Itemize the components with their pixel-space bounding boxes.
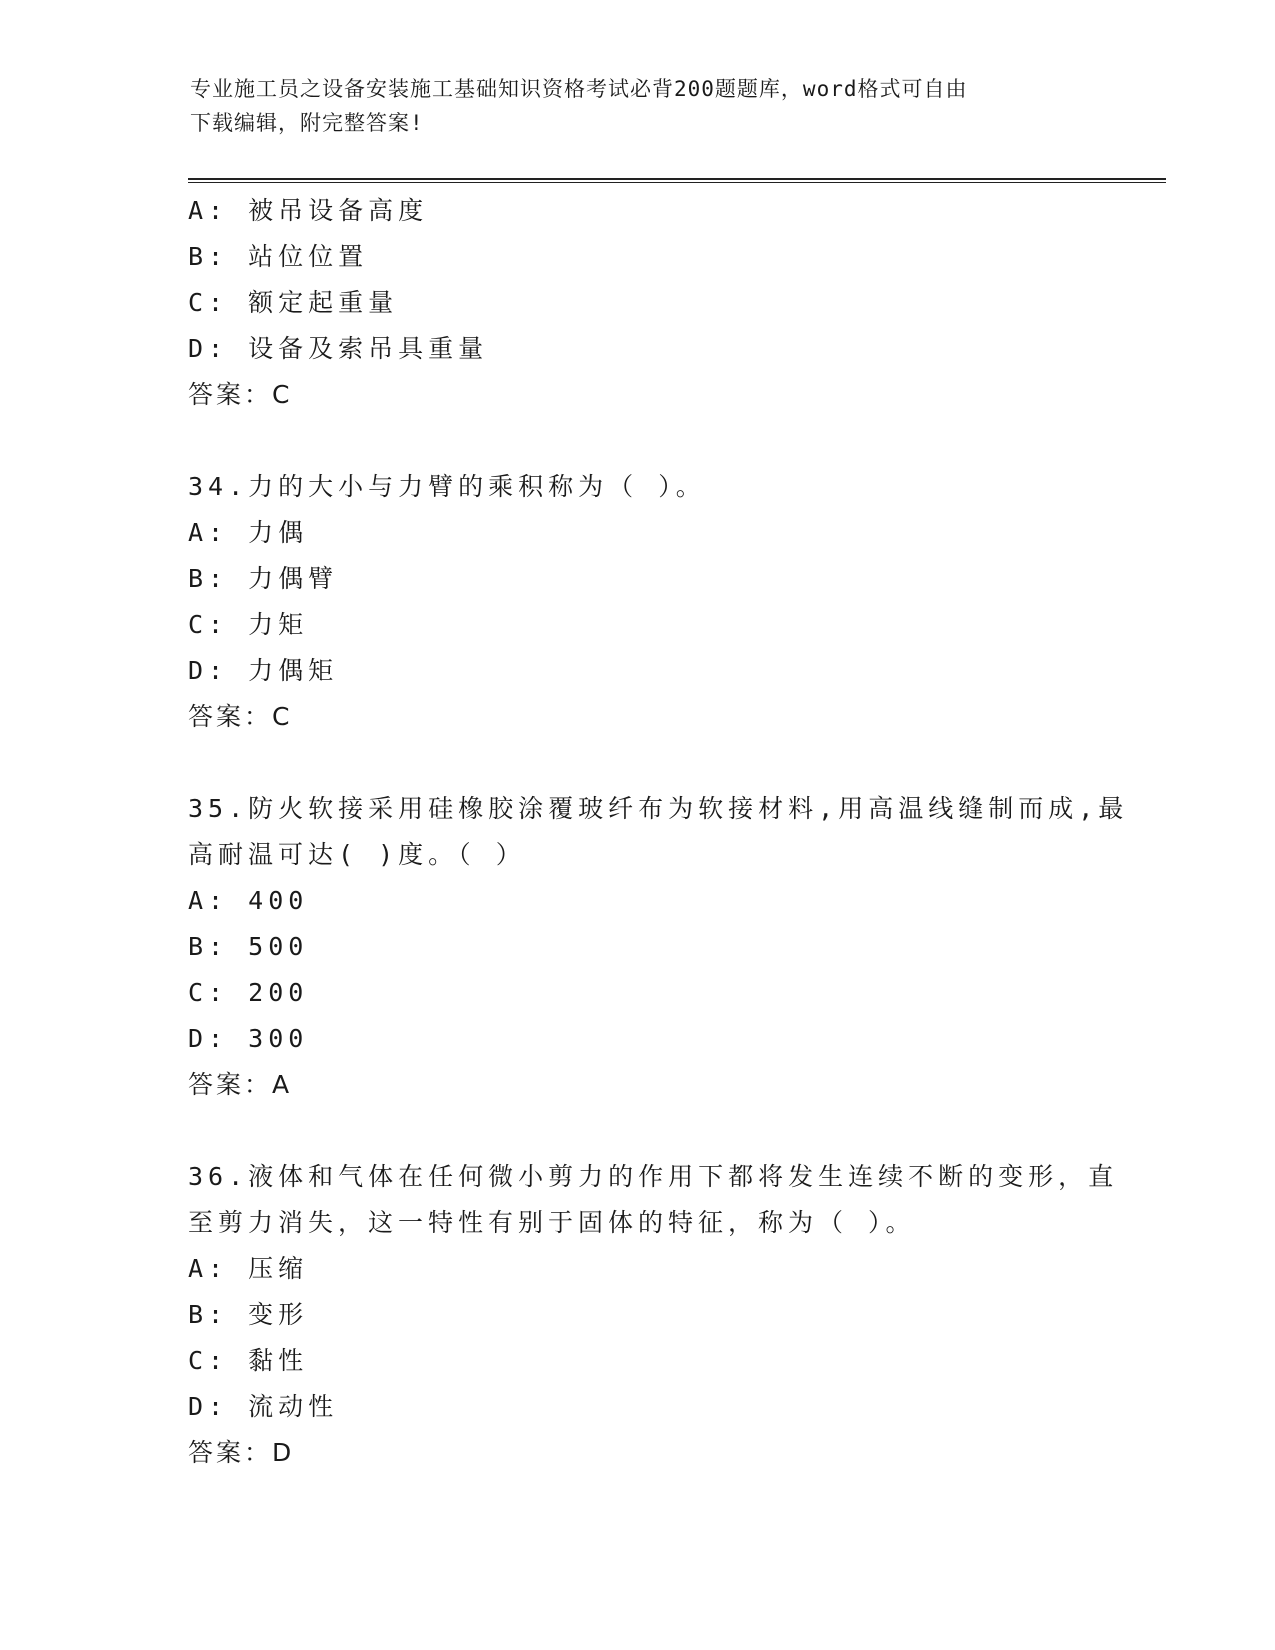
option-a: A: 压缩: [188, 1254, 309, 1283]
question-stem: 34.力的大小与力臂的乘积称为（ ）。: [188, 472, 706, 501]
question-35: [188, 786, 1148, 1108]
option-c: C: 力矩: [188, 610, 309, 639]
option-d: D: 300: [188, 1024, 309, 1053]
answer: 答案：C: [188, 702, 293, 731]
option-d: D: 力偶矩: [188, 656, 339, 685]
option-c: C: 200: [188, 978, 309, 1007]
question-stem-line-2: 至剪力消失，这一特性有别于固体的特征，称为（ ）。: [188, 1208, 916, 1237]
header-divider: [188, 178, 1166, 183]
option-a: A: 被吊设备高度: [188, 196, 429, 225]
option-d: D: 设备及索吊具重量: [188, 334, 489, 363]
option-b: B: 力偶臂: [188, 564, 339, 593]
header-line-1: 专业施工员之设备安装施工基础知识资格考试必背200题题库，word格式可自由: [190, 77, 968, 101]
question-34: [188, 464, 1148, 740]
option-b: B: 变形: [188, 1300, 309, 1329]
document-header: [190, 72, 1090, 140]
question-stem-line-1: 36.液体和气体在任何微小剪力的作用下都将发生连续不断的变形，直: [188, 1162, 1119, 1191]
header-line-2: 下载编辑，附完整答案!: [190, 111, 424, 135]
question-stem-line-1: 35.防火软接采用硅橡胶涂覆玻纤布为软接材料,用高温线缝制而成,最: [188, 794, 1129, 823]
question-36: [188, 1154, 1148, 1476]
option-a: A: 力偶: [188, 518, 309, 547]
question-stem-line-2: 高耐温可达( )度。（ ）: [188, 840, 526, 869]
answer: 答案：C: [188, 380, 293, 409]
question-33-continued: [188, 188, 1148, 418]
question-list: [188, 188, 1148, 1476]
option-b: B: 500: [188, 932, 309, 961]
option-a: A: 400: [188, 886, 309, 915]
option-d: D: 流动性: [188, 1392, 339, 1421]
option-c: C: 黏性: [188, 1346, 309, 1375]
answer: 答案：D: [188, 1438, 295, 1467]
option-b: B: 站位位置: [188, 242, 369, 271]
option-c: C: 额定起重量: [188, 288, 399, 317]
answer: 答案：A: [188, 1070, 293, 1099]
